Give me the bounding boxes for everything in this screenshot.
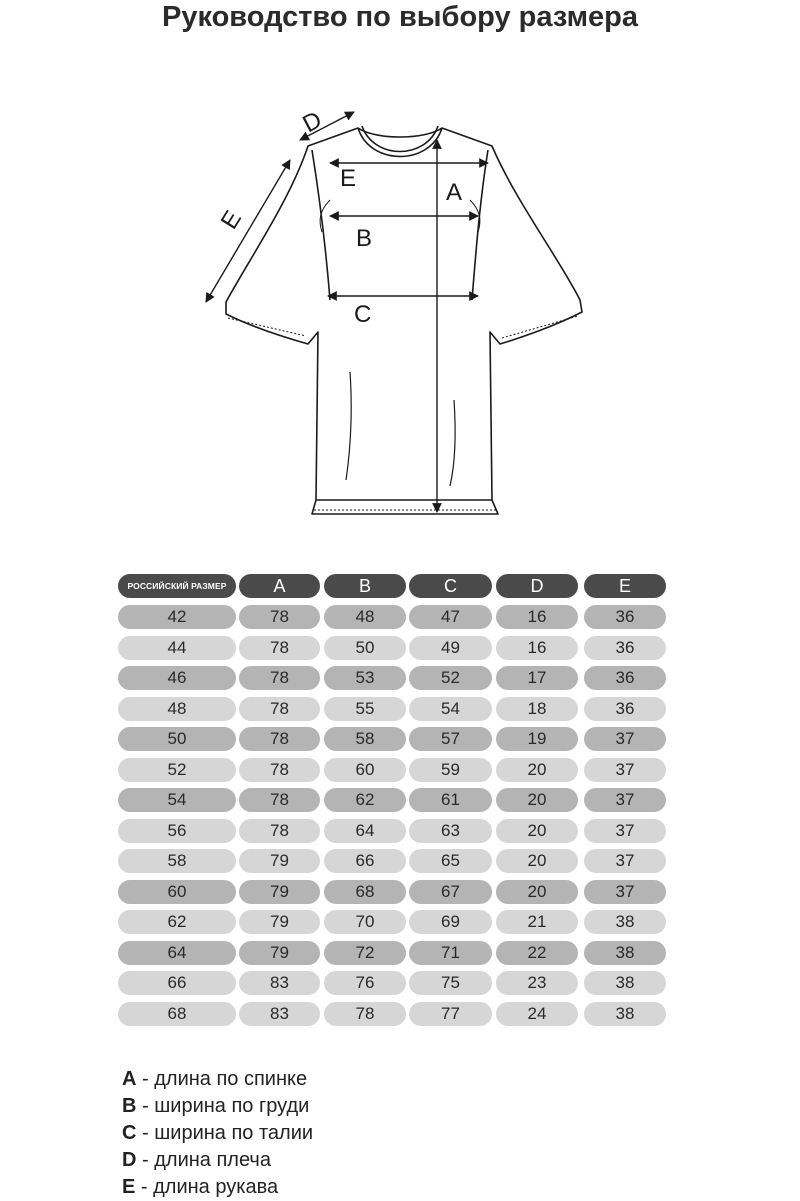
measure-cell-c: 67	[409, 880, 492, 904]
size-cell: 60	[118, 880, 236, 904]
measure-cell-b: 55	[324, 697, 406, 721]
measure-cell-a: 78	[239, 605, 320, 629]
measure-cell-e: 36	[584, 636, 666, 660]
measure-cell-d: 20	[496, 819, 578, 843]
measure-cell-c: 69	[409, 910, 492, 934]
legend-key: D	[122, 1149, 137, 1171]
size-cell: 46	[118, 666, 236, 690]
size-cell: 48	[118, 697, 236, 721]
measure-cell-a: 83	[239, 971, 320, 995]
measure-cell-a: 78	[239, 727, 320, 751]
measure-cell-e: 38	[584, 910, 666, 934]
measure-cell-c: 77	[409, 1002, 492, 1026]
measure-cell-d: 16	[496, 605, 578, 629]
header-b: B	[324, 574, 406, 598]
measure-cell-e: 36	[584, 697, 666, 721]
measure-cell-c: 59	[409, 758, 492, 782]
measure-cell-d: 24	[496, 1002, 578, 1026]
measure-cell-b: 72	[324, 941, 406, 965]
measure-cell-a: 78	[239, 819, 320, 843]
measure-cell-c: 47	[409, 605, 492, 629]
legend-text: - ширина по груди	[142, 1095, 310, 1117]
measure-cell-c: 61	[409, 788, 492, 812]
measure-cell-e: 37	[584, 819, 666, 843]
header-a: A	[239, 574, 320, 598]
legend-key: C	[122, 1122, 137, 1144]
legend-row-d	[122, 1147, 313, 1174]
measure-cell-b: 50	[324, 636, 406, 660]
legend-row-e	[122, 1174, 313, 1201]
measure-cell-c: 52	[409, 666, 492, 690]
measure-cell-d: 21	[496, 910, 578, 934]
measure-cell-d: 20	[496, 788, 578, 812]
measure-cell-d: 17	[496, 666, 578, 690]
legend-text: - длина рукава	[140, 1176, 279, 1198]
legend	[122, 1066, 313, 1201]
size-cell: 44	[118, 636, 236, 660]
measure-cell-b: 76	[324, 971, 406, 995]
legend-key: B	[122, 1095, 137, 1117]
size-cell: 68	[118, 1002, 236, 1026]
measure-cell-b: 68	[324, 880, 406, 904]
measure-cell-b: 70	[324, 910, 406, 934]
legend-text: - ширина по талии	[142, 1122, 314, 1144]
label-b: B	[356, 225, 373, 252]
size-cell: 50	[118, 727, 236, 751]
header-russian-size: РОССИЙСКИЙ РАЗМЕР	[118, 574, 236, 598]
size-cell: 52	[118, 758, 236, 782]
header-d: D	[496, 574, 578, 598]
measure-cell-e: 37	[584, 758, 666, 782]
label-a: A	[446, 179, 463, 206]
measure-cell-e: 38	[584, 1002, 666, 1026]
legend-text: - длина по спинке	[142, 1068, 308, 1090]
tshirt-measurement-diagram	[180, 90, 620, 530]
measure-cell-c: 54	[409, 697, 492, 721]
measure-cell-e: 36	[584, 666, 666, 690]
measure-cell-d: 22	[496, 941, 578, 965]
label-c: C	[354, 301, 372, 328]
measure-cell-d: 18	[496, 697, 578, 721]
measure-cell-c: 75	[409, 971, 492, 995]
label-e-sleeve: E	[215, 206, 248, 234]
measure-cell-b: 62	[324, 788, 406, 812]
measure-cell-e: 37	[584, 849, 666, 873]
measure-cell-d: 20	[496, 758, 578, 782]
measure-cell-c: 49	[409, 636, 492, 660]
measure-cell-d: 19	[496, 727, 578, 751]
size-cell: 42	[118, 605, 236, 629]
measure-cell-b: 48	[324, 605, 406, 629]
measure-cell-d: 20	[496, 849, 578, 873]
measure-cell-b: 64	[324, 819, 406, 843]
size-cell: 66	[118, 971, 236, 995]
measure-cell-a: 78	[239, 697, 320, 721]
measure-cell-e: 38	[584, 941, 666, 965]
measure-cell-b: 78	[324, 1002, 406, 1026]
size-cell: 56	[118, 819, 236, 843]
measure-cell-c: 63	[409, 819, 492, 843]
legend-row-c	[122, 1120, 313, 1147]
measure-cell-d: 16	[496, 636, 578, 660]
size-cell: 64	[118, 941, 236, 965]
legend-row-b	[122, 1093, 313, 1120]
tshirt-outline	[226, 126, 582, 514]
legend-key: A	[122, 1068, 137, 1090]
measure-cell-e: 37	[584, 880, 666, 904]
header-c: C	[409, 574, 492, 598]
measure-cell-a: 79	[239, 941, 320, 965]
measure-cell-c: 65	[409, 849, 492, 873]
size-cell: 54	[118, 788, 236, 812]
measure-cell-a: 78	[239, 666, 320, 690]
measure-cell-e: 37	[584, 788, 666, 812]
measure-cell-b: 60	[324, 758, 406, 782]
measure-cell-b: 66	[324, 849, 406, 873]
measure-cell-e: 37	[584, 727, 666, 751]
measure-cell-a: 79	[239, 880, 320, 904]
measure-cell-c: 71	[409, 941, 492, 965]
legend-row-a	[122, 1066, 313, 1093]
measure-cell-a: 79	[239, 849, 320, 873]
measure-cell-a: 79	[239, 910, 320, 934]
measure-cell-a: 78	[239, 788, 320, 812]
measure-cell-e: 38	[584, 971, 666, 995]
measure-cell-a: 83	[239, 1002, 320, 1026]
measure-cell-d: 23	[496, 971, 578, 995]
header-e: E	[584, 574, 666, 598]
legend-key: E	[122, 1176, 136, 1198]
measure-cell-d: 20	[496, 880, 578, 904]
label-e-top: E	[340, 165, 357, 192]
size-cell: 62	[118, 910, 236, 934]
measure-cell-e: 36	[584, 605, 666, 629]
measure-cell-a: 78	[239, 636, 320, 660]
legend-text: - длина плеча	[142, 1149, 271, 1171]
measure-cell-b: 53	[324, 666, 406, 690]
size-cell: 58	[118, 849, 236, 873]
measure-cell-b: 58	[324, 727, 406, 751]
measure-cell-c: 57	[409, 727, 492, 751]
measure-cell-a: 78	[239, 758, 320, 782]
page-title: Руководство по выбору размера	[161, 1, 638, 33]
label-d: D	[298, 106, 327, 139]
